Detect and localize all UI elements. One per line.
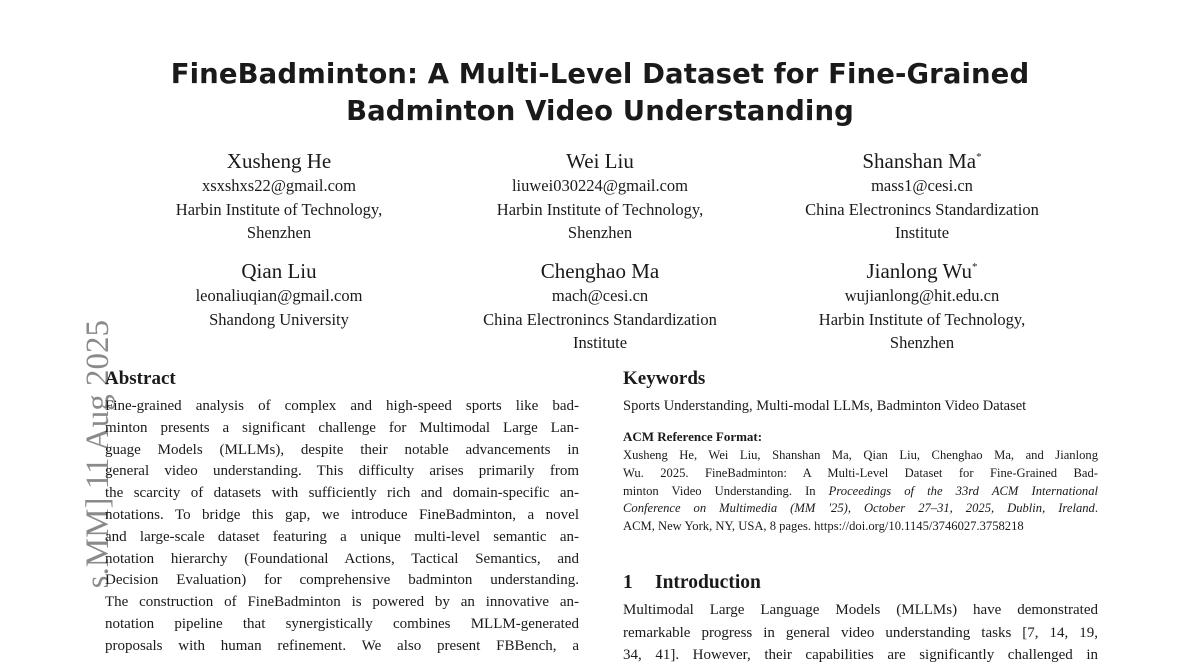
corresponding-author-mark: * [972, 261, 978, 273]
author-block [762, 259, 1082, 355]
section-title: Introduction [655, 572, 761, 593]
corresponding-author-mark: * [976, 151, 982, 163]
author-name: Xusheng He [226, 149, 332, 173]
author-email: wujianlong@hit.edu.cn [844, 286, 1000, 305]
author-block [119, 259, 439, 331]
author-block [440, 259, 760, 355]
author-affiliation: China Electronincs Standardization [805, 199, 1039, 219]
acm-reference-text [623, 447, 1098, 536]
author-affiliation: Shenzhen [567, 223, 633, 242]
acm-reference-label: ACM Reference Format: [623, 429, 763, 444]
abstract-line: Decision Evaluation) for comprehensive badminton understanding. [105, 572, 579, 589]
acm-reference-line: Xusheng He, Wei Liu, Shanshan Ma, Qian Liu, Chenghao Ma, and Jianlong [623, 448, 1098, 462]
proceedings-title: Proceedings of the 33rd ACM International [828, 483, 1098, 498]
introduction-heading [623, 572, 761, 594]
abstract-line: minton presents a significant challenge for Multimodal Large Lan- [105, 419, 579, 436]
paper-title-line-2: Badminton Video Understanding [346, 95, 854, 127]
author-email: mach@cesi.cn [551, 286, 649, 305]
abstract-line: notation pipeline that synergistically combines MLLM-generated [105, 615, 579, 632]
acm-reference-line: minton Video Understanding. In Proceedings of the 33rd ACM International [623, 483, 1098, 498]
author-block [762, 149, 1082, 245]
keywords-heading: Keywords [623, 368, 706, 389]
conference-name: Conference on Multimedia (MM '25), October 27–31, 2025, Dublin, Ireland [623, 501, 1095, 516]
arxiv-stamp-text: s.MM] 11 Aug 2025 [80, 320, 116, 589]
author-affiliation: Institute [572, 333, 628, 352]
author-affiliation: Institute [894, 223, 950, 242]
arxiv-identifier-stamp [30, 320, 116, 648]
introduction-text [623, 599, 1098, 667]
acm-reference-line: Conference on Multimedia (MM '25), October 27–31, 2025, Dublin, Ireland. [623, 501, 1098, 516]
abstract-line: notations. To bridge this gap, we introduce FineBadminton, a novel [105, 506, 579, 523]
author-affiliation: Harbin Institute of Technology, [818, 309, 1026, 329]
abstract-line: and large-scale dataset featuring a unique multi-level semantic an- [105, 528, 579, 545]
introduction-line: Multimodal Large Language Models (MLLMs) have demonstrated [623, 602, 1098, 618]
abstract-line: guage Models (MLLMs), despite their notable advancements in [105, 441, 579, 458]
acm-reference-line: Wu. 2025. FineBadminton: A Multi-Level Dataset for Fine-Grained Bad- [623, 465, 1098, 480]
author-affiliation: Shenzhen [889, 333, 955, 352]
author-affiliation: Harbin Institute of Technology, [496, 199, 704, 219]
author-affiliation: Shenzhen [246, 223, 312, 242]
author-name: Chenghao Ma [540, 259, 660, 283]
author-name: Jianlong Wu* [866, 259, 978, 283]
author-affiliation: Harbin Institute of Technology, [175, 199, 383, 219]
author-name: Wei Liu [566, 149, 634, 173]
author-name: Shanshan Ma* [862, 149, 982, 173]
author-name: Qian Liu [241, 259, 317, 283]
abstract-line: proposals with human refinement. We also present FBBench, a [105, 637, 579, 654]
introduction-line: remarkable progress in general video understanding tasks [7, 14, 19, [623, 624, 1098, 641]
author-email: xsxshxs22@gmail.com [201, 176, 357, 195]
paper-title [100, 56, 1100, 130]
abstract-line: Fine-grained analysis of complex and high-speed sports like bad- [105, 398, 579, 414]
introduction-line: 34, 41]. However, their capabilities are significantly challenged in [623, 647, 1098, 663]
acm-reference-line: ACM, New York, NY, USA, 8 pages. https://doi.org/10.1145/3746027.3758218 [623, 519, 1024, 534]
author-block [440, 149, 760, 245]
abstract-line: The construction of FineBadminton is powered by an innovative an- [105, 594, 579, 611]
abstract-text [105, 396, 579, 658]
author-block [119, 149, 439, 245]
author-email: liuwei030224@gmail.com [511, 176, 689, 195]
author-email: leonaliuqian@gmail.com [195, 286, 363, 305]
paper-title-line-1: FineBadminton: A Multi-Level Dataset for Fine-Grained [170, 58, 1030, 90]
section-number: 1 [623, 572, 633, 593]
abstract-line: general video understanding. This difficulty arises primarily from [105, 463, 579, 480]
abstract-line: notation hierarchy (Foundational Actions, Tactical Semantics, and [105, 550, 579, 567]
abstract-line: the scarcity of datasets with sufficiently rich and domain-specific an- [105, 485, 579, 502]
author-email: mass1@cesi.cn [871, 176, 973, 195]
author-affiliation: Shandong University [209, 309, 349, 329]
abstract-heading: Abstract [105, 368, 176, 389]
author-affiliation: China Electronincs Standardization [483, 309, 717, 329]
keywords-text: Sports Understanding, Multi-modal LLMs, Badminton Video Dataset [623, 398, 1027, 414]
